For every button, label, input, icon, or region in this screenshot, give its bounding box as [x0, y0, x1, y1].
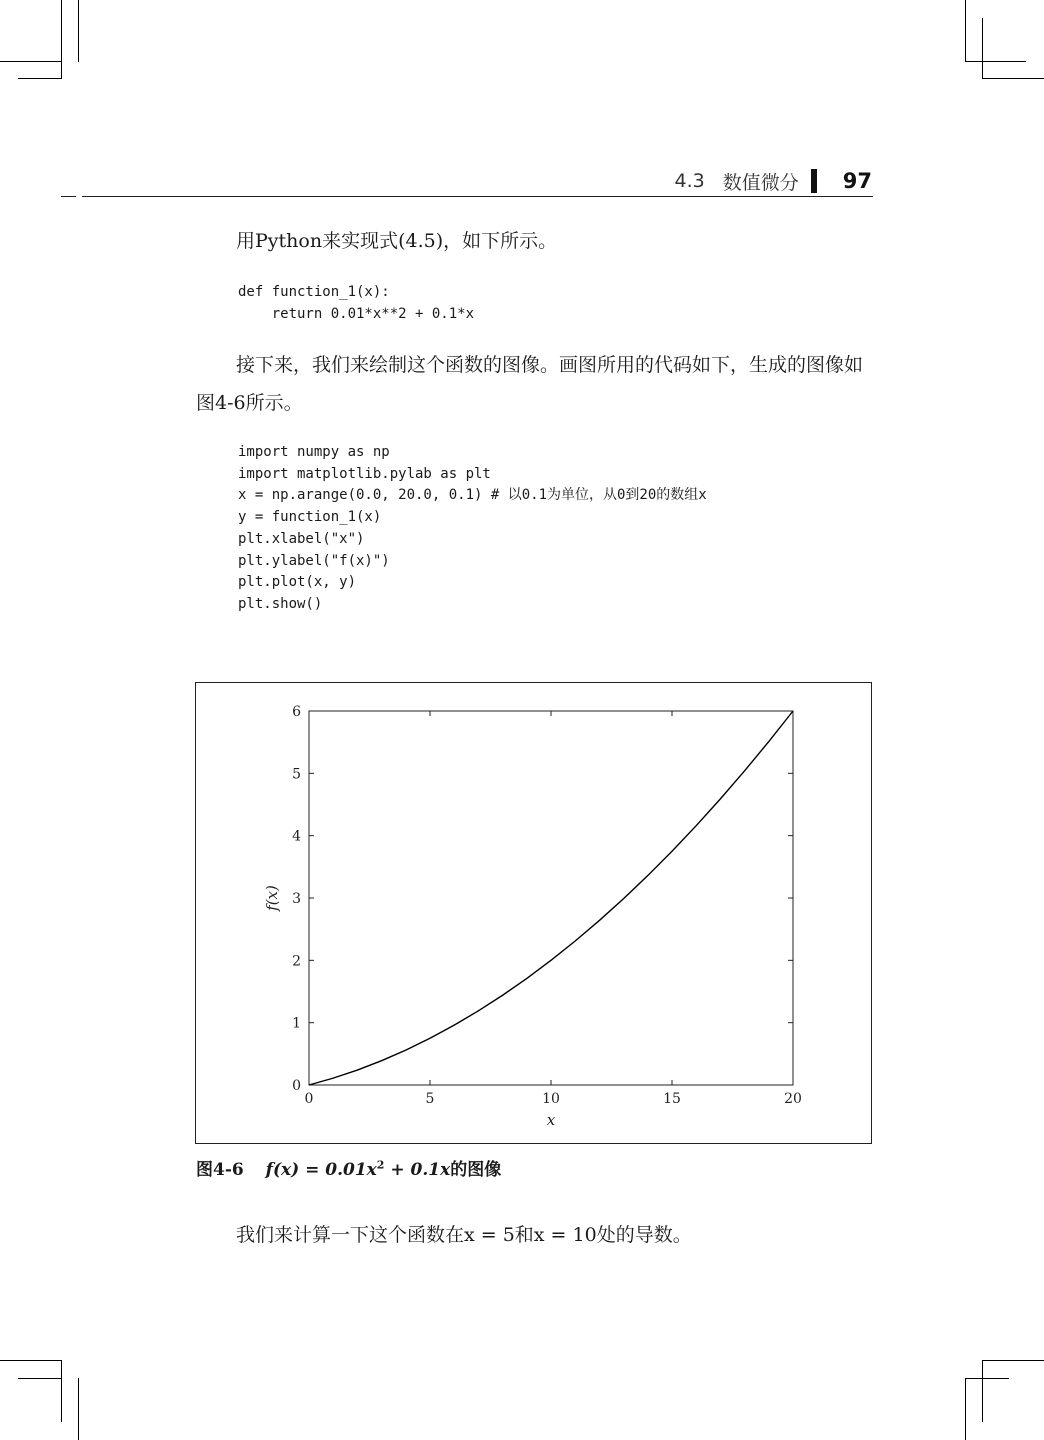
y-tick-label: 5: [292, 766, 301, 783]
crop-mark: [0, 61, 61, 62]
caption-exponent: 2: [376, 1158, 385, 1172]
crop-mark: [965, 61, 1026, 62]
y-tick-label: 3: [292, 891, 301, 907]
line-chart: [196, 683, 871, 1143]
figure-number: 图4-6: [196, 1160, 244, 1180]
paragraph: 接下来，我们来绘制这个函数的图像。画图所用的代码如下，生成的图像如图4-6所示。: [196, 354, 864, 414]
crop-mark: [18, 1378, 62, 1379]
crop-mark: [78, 1378, 79, 1440]
crop-mark: [965, 0, 966, 62]
header-rule: [82, 196, 873, 197]
page-number: 97: [842, 169, 872, 193]
y-axis: [292, 704, 793, 1094]
x-tick-label: 0: [304, 1091, 314, 1107]
code-line: x = np.arange(0.0, 20.0, 0.1) # 以0.1为单位，从0到20的数组x: [238, 487, 707, 504]
crop-mark: [78, 0, 79, 62]
crop-mark: [965, 1378, 966, 1440]
x-tick-label: 20: [784, 1091, 802, 1107]
x-axis: [305, 711, 802, 1107]
code-line: import matplotlib.pylab as plt: [238, 465, 491, 482]
crop-mark: [0, 1360, 62, 1361]
paragraph: 我们来计算一下这个函数在x = 5和x = 10处的导数。: [236, 1224, 692, 1246]
y-tick-label: 4: [292, 828, 301, 845]
caption-formula: f(x) = 0.01x: [265, 1160, 377, 1180]
code-line: y = function_1(x): [238, 509, 382, 526]
code-line: plt.show(): [238, 595, 323, 612]
figure-frame: [195, 682, 872, 1144]
code-line: return 0.01*x**2 + 0.1*x: [238, 305, 475, 322]
code-block: [238, 442, 707, 616]
running-head: [675, 166, 872, 196]
y-tick-label: 1: [292, 1015, 301, 1032]
crop-mark: [982, 78, 1044, 79]
section-number: 4.3: [674, 170, 705, 192]
caption-formula-tail: + 0.1x: [384, 1160, 451, 1180]
x-tick-label: 10: [542, 1091, 560, 1107]
crop-mark: [61, 1360, 62, 1422]
crop-mark: [982, 1360, 983, 1422]
code-block: [238, 282, 474, 325]
code-line: plt.ylabel("f(x)"): [238, 552, 390, 569]
x-axis-label: x: [546, 1111, 556, 1129]
figure-caption: [196, 1155, 501, 1180]
y-tick-label: 0: [292, 1078, 301, 1094]
caption-suffix: 的图像: [450, 1160, 502, 1180]
y-axis-label: f(x): [263, 885, 281, 911]
code-line: import numpy as np: [238, 444, 390, 460]
header-bar: [811, 169, 817, 193]
crop-mark: [61, 0, 62, 78]
y-tick-label: 6: [292, 704, 301, 720]
x-tick-label: 5: [425, 1091, 435, 1107]
plot-area: [309, 711, 793, 1085]
code-line: plt.xlabel("x"): [238, 530, 365, 547]
code-line: def function_1(x):: [238, 284, 390, 300]
crop-mark: [965, 1378, 1009, 1379]
paragraph: 用Python来实现式(4.5)，如下所示。: [236, 230, 558, 252]
code-line: plt.plot(x, y): [238, 574, 357, 591]
crop-mark: [18, 78, 62, 79]
series-line: [309, 711, 793, 1085]
crop-mark: [982, 18, 983, 78]
header-rule-stub: [61, 196, 76, 197]
y-tick-label: 2: [292, 953, 301, 970]
x-tick-label: 15: [663, 1091, 681, 1107]
section-title: 数值微分: [722, 171, 799, 194]
crop-mark: [982, 1360, 1044, 1361]
